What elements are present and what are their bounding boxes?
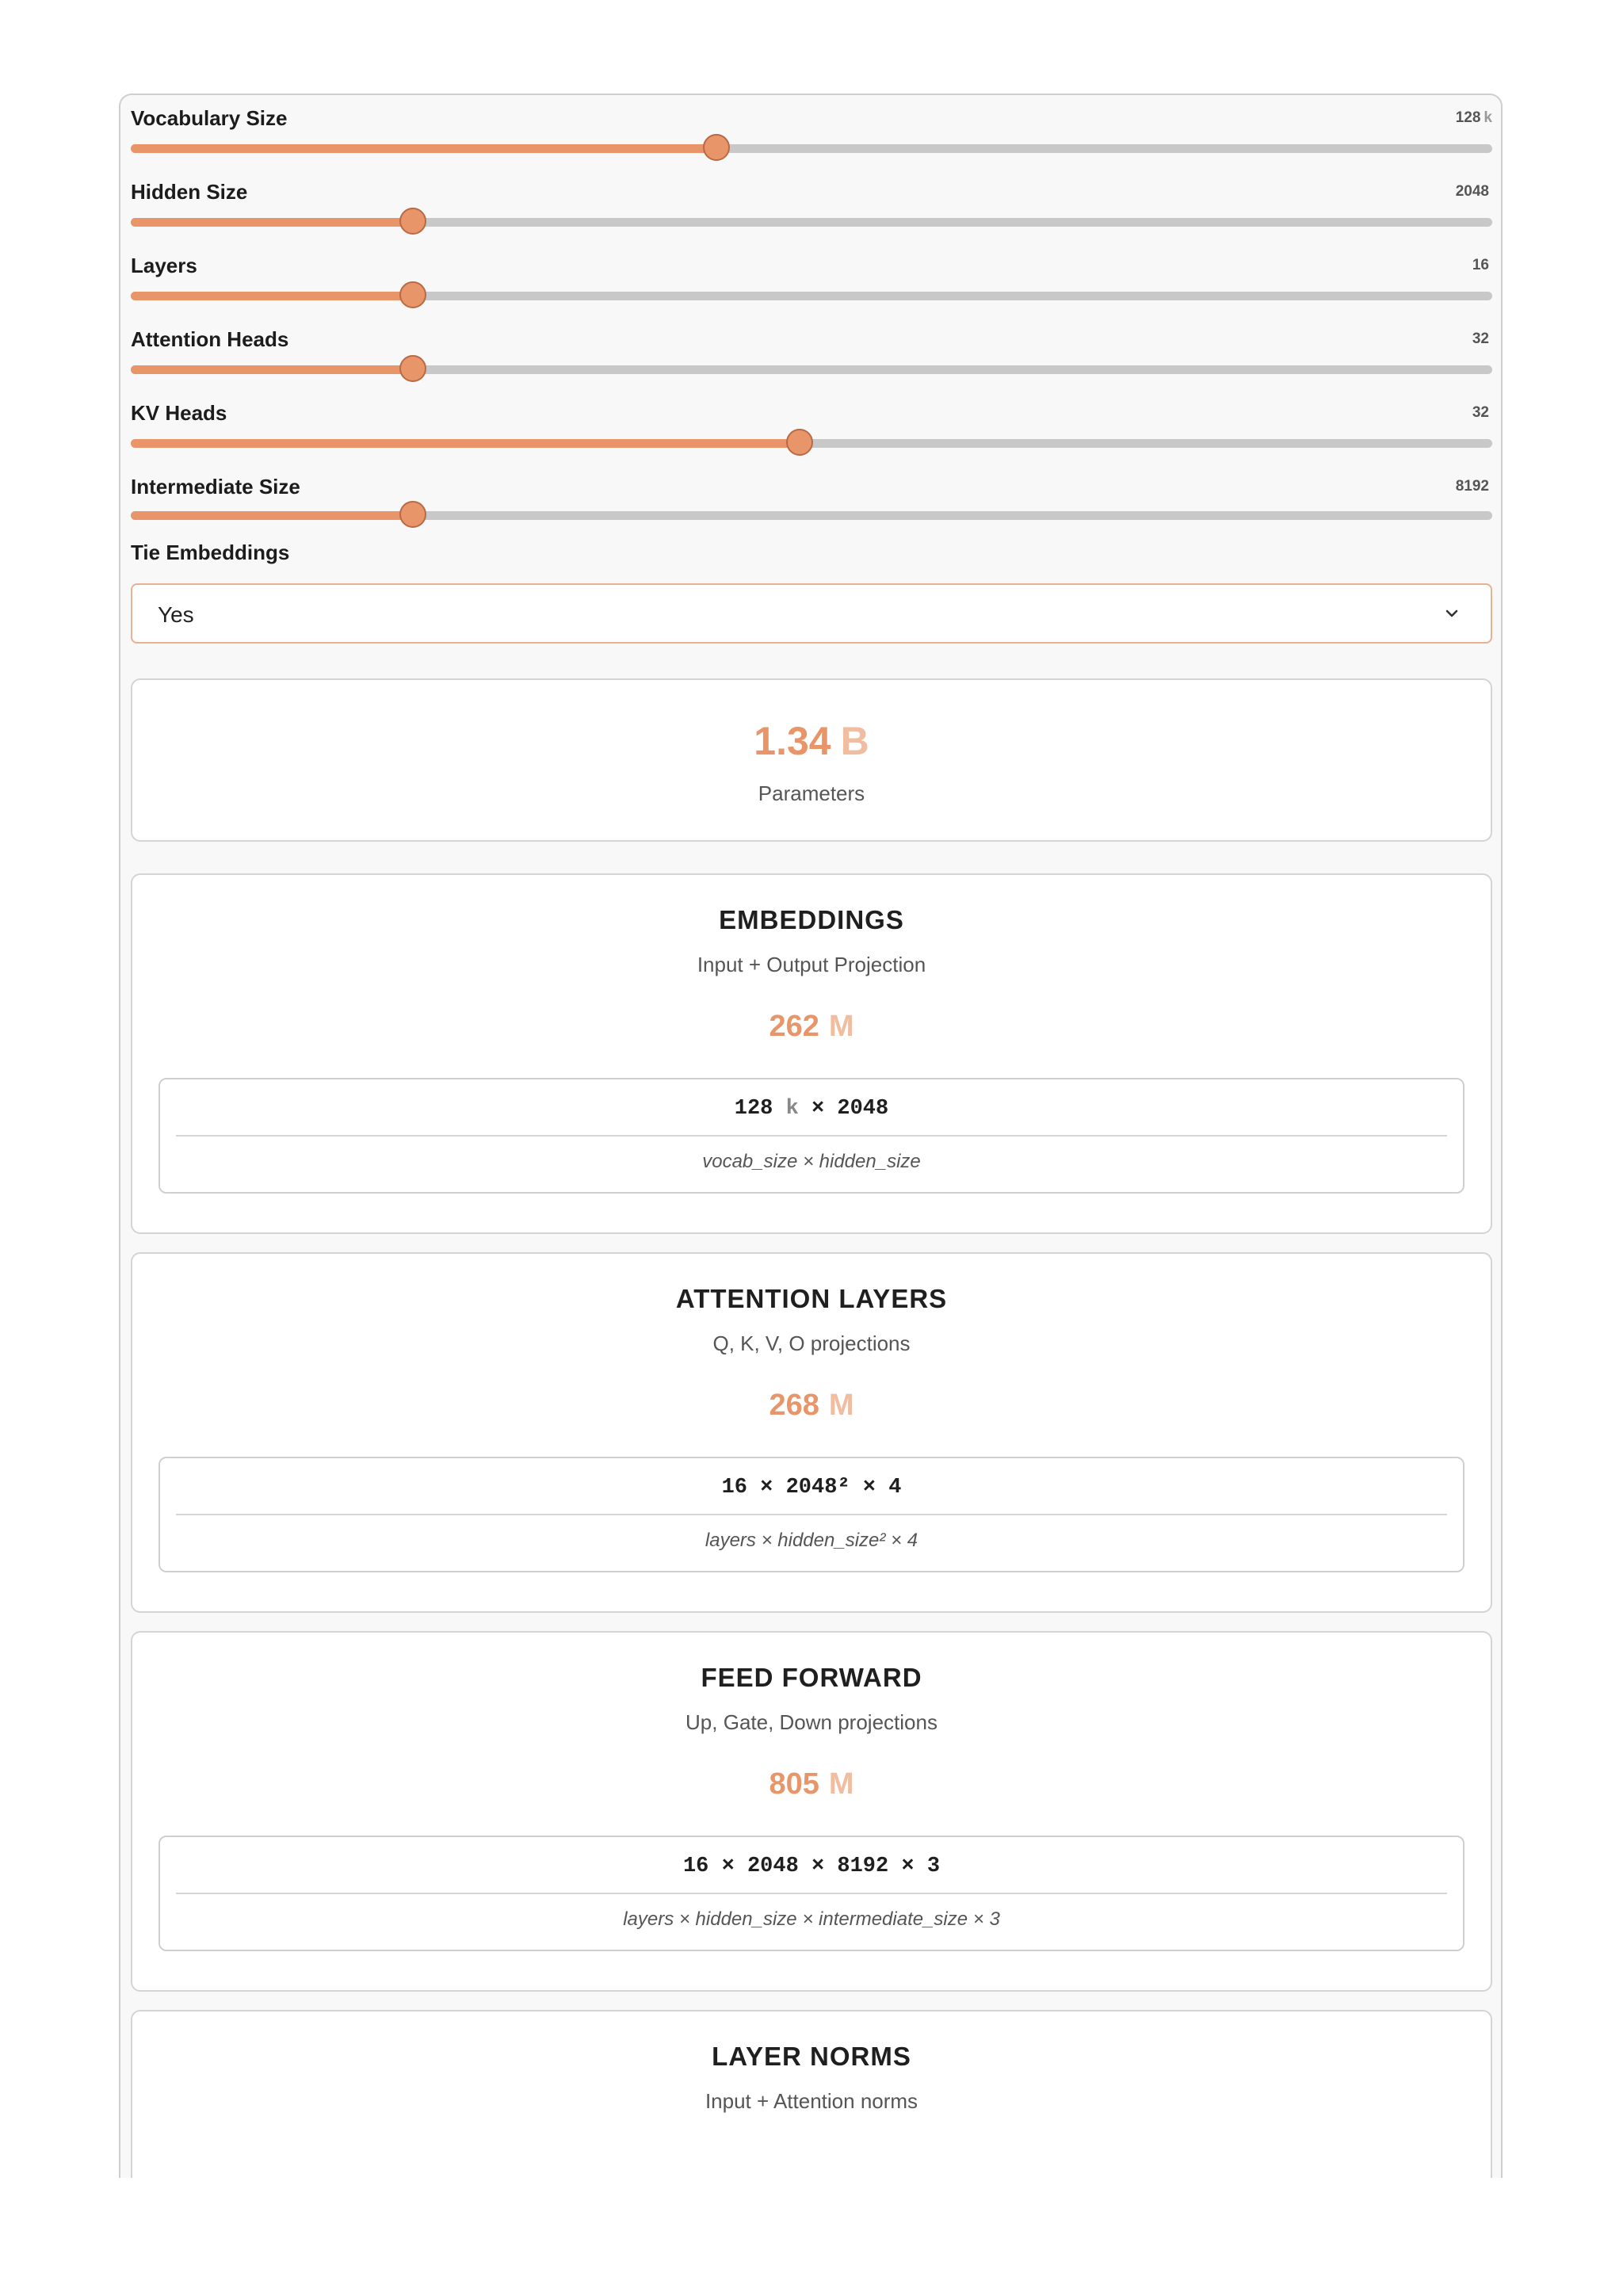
attention-layers-card [131, 1252, 1492, 1613]
slider-intermediate-size[interactable] [131, 464, 1492, 527]
section-unit: M [828, 1389, 854, 1422]
total-parameters-card [131, 678, 1492, 842]
formula-divider [176, 1135, 1447, 1137]
slider-fill [131, 511, 413, 520]
section-subtitle: Input + Output Projection [697, 953, 926, 976]
section-title: FEED FORWARD [701, 1663, 922, 1692]
formula-expression: 16 × 2048² × 4 [721, 1476, 902, 1499]
total-parameters-label: Parameters [758, 781, 865, 805]
formula-box [158, 1836, 1465, 1951]
slider-hidden-size[interactable] [131, 169, 1492, 232]
slider-value: 8192 [1455, 478, 1489, 495]
slider-track[interactable] [131, 511, 1492, 520]
formula-divider [176, 1893, 1447, 1894]
slider-thumb[interactable] [786, 429, 813, 456]
tie-embeddings-select[interactable] [131, 583, 1492, 644]
slider-track[interactable] [131, 365, 1492, 374]
slider-value: 32 [1472, 404, 1489, 421]
slider-thumb[interactable] [399, 281, 426, 308]
slider-track[interactable] [131, 144, 1492, 153]
slider-track[interactable] [131, 439, 1492, 448]
formula-box [158, 1457, 1465, 1572]
formula-box [158, 1078, 1465, 1194]
section-unit: M [828, 1010, 854, 1043]
slider-label: Attention Heads [131, 327, 289, 351]
tie-embeddings-label: Tie Embeddings [131, 541, 290, 564]
slider-label: KV Heads [131, 401, 227, 425]
page-bottom-margin [0, 2178, 1623, 2296]
formula-divider [176, 1514, 1447, 1515]
slider-fill [131, 365, 413, 374]
formula-expression: 128 k × 2048 [734, 1097, 889, 1121]
slider-label: Layers [131, 254, 197, 277]
slider-thumb[interactable] [703, 134, 730, 161]
slider-label: Vocabulary Size [131, 106, 288, 130]
slider-label: Intermediate Size [131, 475, 300, 499]
total-parameters-value: 1.34 B [754, 719, 869, 763]
slider-track[interactable] [131, 292, 1492, 300]
section-subtitle: Q, K, V, O projections [712, 1331, 911, 1355]
section-title: LAYER NORMS [712, 2042, 911, 2071]
embeddings-card [131, 873, 1492, 1234]
section-subtitle: Input + Attention norms [705, 2089, 918, 2113]
section-title: EMBEDDINGS [719, 905, 904, 934]
formula-description: layers × hidden_size × intermediate_size × 3 [623, 1908, 1000, 1930]
slider-thumb[interactable] [399, 355, 426, 382]
feed-forward-card [131, 1631, 1492, 1992]
slider-fill [131, 144, 716, 153]
slider-unit: k [1484, 109, 1492, 126]
slider-value: 2048 [1455, 183, 1489, 200]
section-value: 262 M [769, 1010, 854, 1043]
select-value: Yes [158, 602, 194, 627]
slider-layers[interactable] [131, 243, 1492, 306]
slider-value: 128 k [1455, 109, 1492, 126]
slider-fill [131, 292, 413, 300]
formula-description: layers × hidden_size² × 4 [705, 1530, 918, 1551]
model-config-panel [119, 94, 1503, 2233]
slider-attention-heads[interactable] [131, 316, 1492, 380]
slider-fill [131, 218, 413, 227]
section-subtitle: Up, Gate, Down projections [685, 1710, 938, 1734]
total-parameters-unit: B [840, 719, 869, 763]
slider-vocabulary-size[interactable] [131, 95, 1492, 159]
section-value: 805 M [769, 1767, 854, 1801]
formula-expression: 16 × 2048 × 8192 × 3 [682, 1855, 941, 1878]
formula-description: vocab_size × hidden_size [702, 1151, 921, 1172]
slider-kv-heads[interactable] [131, 390, 1492, 453]
slider-fill [131, 439, 800, 448]
slider-track[interactable] [131, 218, 1492, 227]
slider-value: 32 [1472, 330, 1489, 347]
slider-label: Hidden Size [131, 180, 248, 204]
slider-value: 16 [1472, 257, 1489, 273]
section-unit: M [828, 1767, 854, 1801]
chevron-down-icon [1443, 605, 1461, 622]
section-title: ATTENTION LAYERS [675, 1284, 948, 1313]
section-value: 268 M [769, 1389, 854, 1422]
slider-thumb[interactable] [399, 501, 426, 528]
slider-thumb[interactable] [399, 208, 426, 235]
